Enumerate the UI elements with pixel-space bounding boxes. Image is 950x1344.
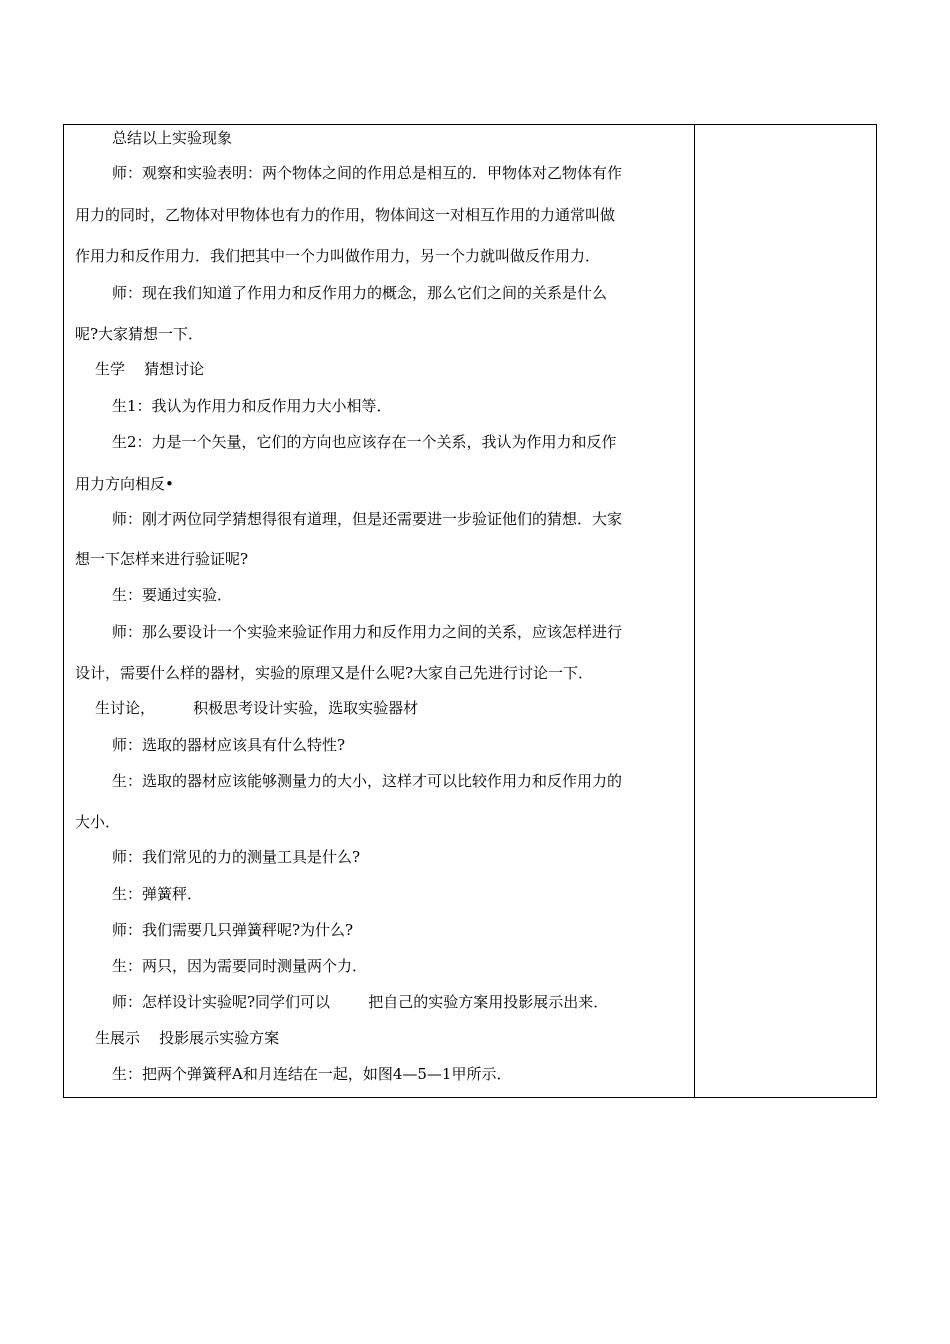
text-line: 师：选取的器材应该具有什么特性? bbox=[112, 736, 346, 754]
text-line: 师：那么要设计一个实验来验证作用力和反作用力之间的关系，应该怎样进行 bbox=[112, 623, 623, 641]
text-line: 生：要通过实验． bbox=[112, 586, 233, 604]
text-line: 生学 猜想讨论 bbox=[95, 360, 205, 378]
text-line: 师：我们常见的力的测量工具是什么? bbox=[112, 848, 361, 866]
text-line: 师：我们需要几只弹簧秤呢?为什么? bbox=[112, 921, 354, 939]
text-line: 想一下怎样来进行验证呢? bbox=[75, 550, 249, 568]
text-line: 生：把两个弹簧秤A和月连结在一起，如图4—5—1甲所示． bbox=[112, 1065, 512, 1083]
text-line: 呢?大家猜想一下． bbox=[75, 325, 204, 343]
text-line: 生1：我认为作用力和反作用力大小相等． bbox=[112, 397, 392, 415]
text-line: 生：两只，因为需要同时测量两个力． bbox=[112, 957, 368, 975]
text-line: 大小． bbox=[75, 813, 121, 831]
text-line: 生：选取的器材应该能够测量力的大小，这样才可以比较作用力和反作用力的 bbox=[112, 772, 623, 790]
text-line: 师：刚才两位同学猜想得很有道理，但是还需要进一步验证他们的猜想．大家 bbox=[112, 510, 623, 528]
text-line: 总结以上实验现象 bbox=[112, 129, 233, 147]
text-line: 师：怎样设计实验呢?同学们可以 把自己的实验方案用投影展示出来． bbox=[112, 993, 609, 1011]
text-line: 师：观察和实验表明：两个物体之间的作用总是相互的．甲物体对乙物体有作 bbox=[112, 164, 623, 182]
text-line: 用力的同时，乙物体对甲物体也有力的作用，物体间这一对相互作用的力通常叫做 bbox=[75, 206, 616, 224]
text-line: 师：现在我们知道了作用力和反作用力的概念，那么它们之间的关系是什么 bbox=[112, 284, 608, 302]
text-line: 作用力和反作用力．我们把其中一个力叫做作用力，另一个力就叫做反作用力． bbox=[75, 247, 601, 265]
text-line: 生2：力是一个矢量，它们的方向也应该存在一个关系，我认为作用力和反作 bbox=[112, 433, 617, 451]
text-line: 生讨论， 积极思考设计实验，选取实验器材 bbox=[95, 699, 419, 717]
text-line: 生展示 投影展示实验方案 bbox=[95, 1029, 280, 1047]
text-line: 生：弹簧秤． bbox=[112, 885, 203, 903]
text-line: 设计，需要什么样的器材，实验的原理又是什么呢?大家自己先进行讨论一下． bbox=[75, 664, 594, 682]
text-line: 用力方向相反• bbox=[75, 475, 174, 493]
notes-column bbox=[695, 125, 876, 1097]
